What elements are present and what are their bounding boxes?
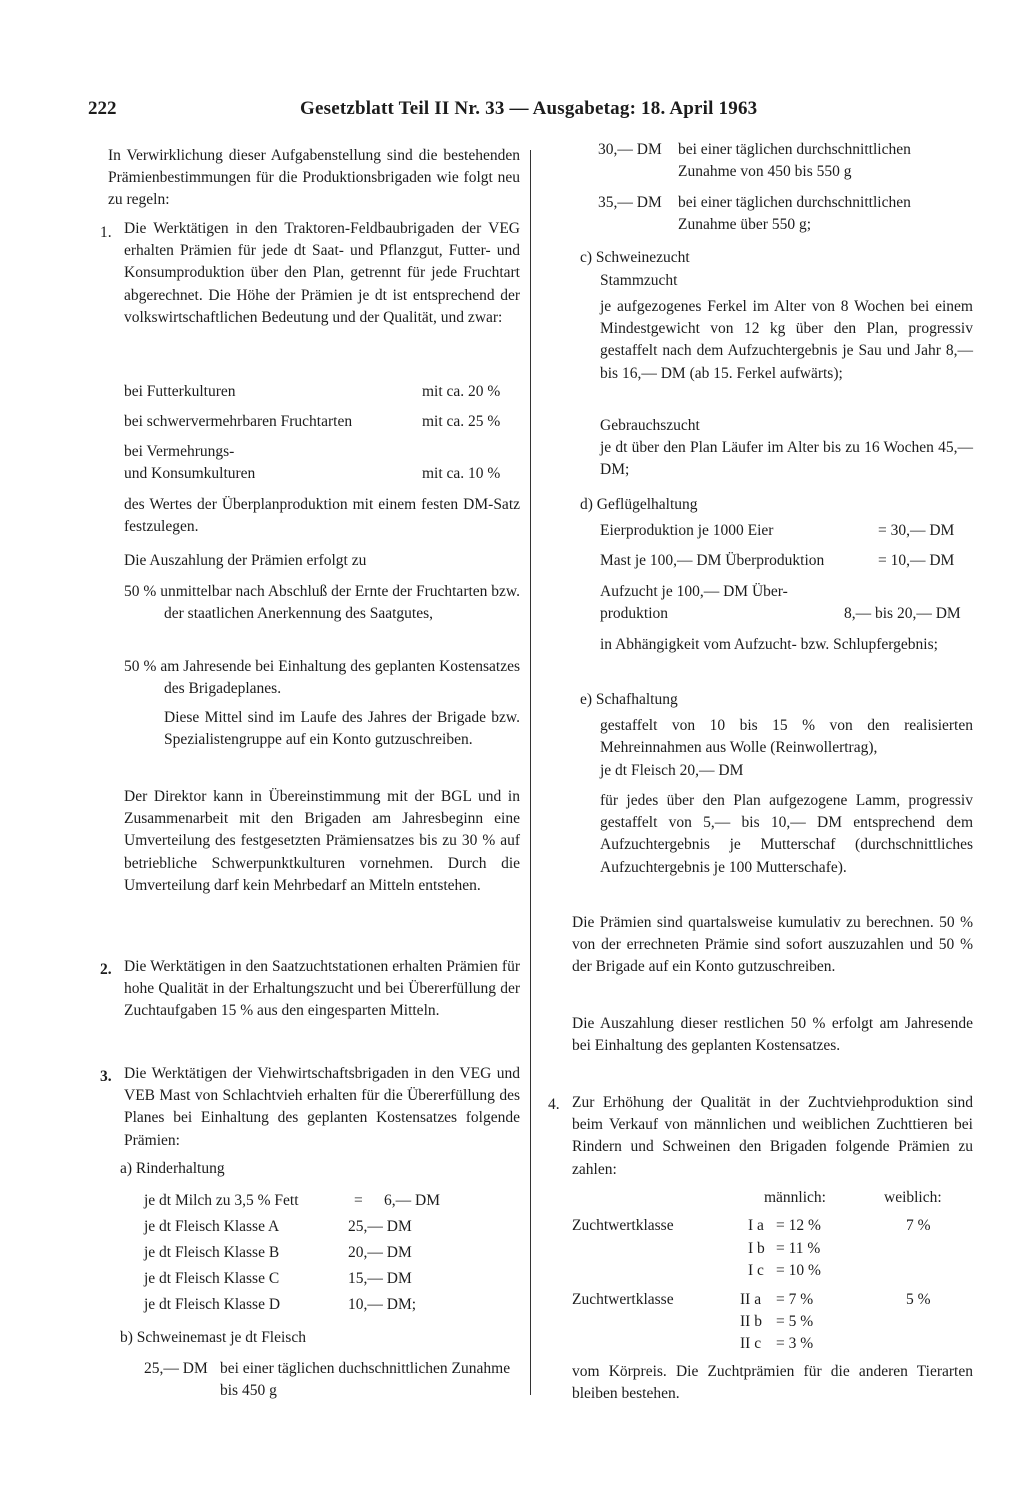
payout-second: 50 % am Jahresende bei Einhaltung des geplanten Kostensatzes des Brigadeplanes.: [124, 658, 520, 698]
poultry-row: [600, 550, 973, 572]
sheep-text2: für jedes über den Plan aufgezogene Lamm, progressiv gestaffelt von 5,— bis 10,— DM entsprechend dem Aufzuchtergebnis je Mutterschaf (durchschnittliches Aufzuchtergebnis je 100 Mutterschafe).: [600, 792, 973, 876]
pig-breeding-sub1: Stammzucht: [600, 272, 678, 289]
payout-first: 50 % unmittelbar nach Abschluß der Ernte der Fruchtarten bzw. der staatlichen Anerkennung des Saatgutes,: [124, 583, 520, 623]
rate-label: bei Futterkulturen: [124, 383, 236, 400]
item-4-text: Zur Erhöhung der Qualität in der Zuchtviehproduktion sind beim Verkauf von männlichen und weiblichen Zuchttieren bei Rindern und Schweinen den Brigaden folgende Prämien zu zahlen:: [572, 1094, 973, 1178]
cattle-value: 6,— DM: [384, 1192, 440, 1209]
poultry-row: [600, 520, 973, 542]
rate-row: [124, 441, 520, 463]
rate-row: [124, 381, 520, 403]
poultry-label: Aufzucht je 100,— DM Über-: [600, 583, 788, 600]
closing-paragraph: vom Körpreis. Die Zuchtprämien für die anderen Tierarten bleiben bestehen.: [572, 1363, 973, 1403]
breeding-row: [572, 1238, 973, 1260]
poultry-value: = 10,— DM: [878, 552, 955, 569]
sheep-text1: gestaffelt von 10 bis 15 % von den realisierten Mehreinnahmen aus Wolle (Reinwollertrag),: [600, 717, 973, 757]
cattle-label: je dt Fleisch Klasse D: [144, 1296, 281, 1313]
gazette-title: Gesetzblatt Teil II Nr. 33 — Ausgabetag: 18. April 1963: [300, 98, 758, 119]
rate-row: [124, 463, 520, 485]
rate-label: und Konsumkulturen: [124, 465, 256, 482]
breeding-male: = 3 %: [776, 1335, 814, 1352]
pig-breeding-heading: c) Schweinezucht: [580, 249, 690, 266]
column-male: männlich:: [764, 1189, 826, 1206]
cattle-row: [144, 1216, 464, 1238]
cattle-row: [144, 1242, 464, 1264]
pig-amount-text: bei einer täglichen durchschnittlichen Zunahme von 450 bis 550 g: [678, 141, 911, 181]
breeding-table-header: [572, 1187, 973, 1209]
item-4-number: 4.: [548, 1096, 560, 1113]
cattle-row: [144, 1190, 464, 1212]
page-number: 222: [88, 98, 117, 119]
poultry-heading: d) Geflügelhaltung: [580, 496, 698, 513]
column-divider: [530, 150, 531, 1395]
breeding-male: = 5 %: [776, 1313, 814, 1330]
breeding-class: II c: [740, 1335, 762, 1352]
breeding-male: = 11 %: [776, 1240, 821, 1257]
breeding-row: [572, 1289, 973, 1311]
breeding-class-label: Zuchtwertklasse: [572, 1217, 674, 1234]
breeding-male: = 12 %: [776, 1217, 821, 1234]
rate-label: bei Vermehrungs-: [124, 443, 235, 460]
cattle-value: 20,— DM: [348, 1244, 412, 1261]
poultry-row: [600, 603, 973, 625]
payout-intro: Die Auszahlung der Prämien erfolgt zu: [124, 552, 367, 569]
breeding-class: II b: [740, 1313, 762, 1330]
sheep-heading: e) Schafhaltung: [580, 691, 678, 708]
poultry-row: [600, 581, 973, 603]
poultry-value: 8,— bis 20,— DM: [844, 605, 961, 622]
cattle-label: je dt Fleisch Klasse B: [144, 1244, 280, 1261]
payment-paragraph-2: Die Auszahlung dieser restlichen 50 % erfolgt am Jahresende bei Einhaltung des geplanten Kostensatzes.: [572, 1015, 973, 1055]
breeding-class-label: Zuchtwertklasse: [572, 1291, 674, 1308]
pig-breeding-text2: je dt über den Plan Läufer im Alter bis zu 16 Wochen 45,— DM;: [600, 439, 973, 479]
payment-paragraph-1: Die Prämien sind quartalsweise kumulativ zu berechnen. 50 % von der errechneten Prämie sind sofort auszuzahlen und 50 % der Brigade auf ein Konto gutzuschreiben.: [572, 914, 973, 976]
rate-value: mit ca. 25 %: [422, 413, 501, 430]
cattle-label: je dt Fleisch Klasse C: [144, 1270, 280, 1287]
breeding-class: I c: [748, 1262, 764, 1279]
cattle-label: je dt Milch zu 3,5 % Fett: [144, 1192, 299, 1209]
rate-label: bei schwervermehrbaren Fruchtarten: [124, 413, 353, 430]
breeding-class: II a: [740, 1291, 762, 1308]
item-1-number: 1.: [100, 224, 112, 241]
page-header: [88, 98, 968, 132]
breeding-male: = 7 %: [776, 1291, 814, 1308]
breeding-row: [572, 1260, 973, 1282]
breeding-row: [572, 1215, 973, 1237]
rate-value: mit ca. 10 %: [422, 465, 501, 482]
pig-amount: 30,— DM: [598, 141, 662, 158]
pig-amount-text: bei einer täglichen durchschnittlichen Zunahme über 550 g;: [678, 194, 911, 234]
pig-amount: 35,— DM: [598, 194, 662, 211]
breeding-row: [572, 1311, 973, 1333]
poultry-text: in Abhängigkeit vom Aufzucht- bzw. Schlupfergebnis;: [600, 636, 938, 653]
pig-breeding-text1: je aufgezogenes Ferkel im Alter von 8 Wochen bei einem Mindestgewicht von 12 kg über den Plan, progressiv gestaffelt nach dem Aufzuchtergebnis je Sau und Jahr 8,— bis 16,— DM (ab 15. Ferkel aufwärts);: [600, 298, 973, 382]
pig-amount-text: bei einer täglichen duchschnittlichen Zunahme bis 450 g: [220, 1360, 511, 1400]
pig-fattening-heading: b) Schweinemast je dt Fleisch: [120, 1329, 306, 1346]
item-1-text: Die Werktätigen in den Traktoren-Feldbaubrigaden der VEG erhalten Prämien für jede dt Saat- und Pflanzgut, Futter- und Konsumproduktion über den Plan, getrennt für jede Fruchtart abgerechnet. Die Höhe der Prämien je dt ist entsprechend der volkswirtschaftlichen Bedeutung und der Qualität, und zwar:: [124, 220, 520, 326]
item-2-text: Die Werktätigen in den Saatzuchtstationen erhalten Prämien für hohe Qualität in der Erhaltungszucht und bei Übererfüllung der Zuchtaufgaben 15 % aus den eingesparten Mitteln.: [124, 958, 520, 1020]
rate-value: mit ca. 20 %: [422, 383, 501, 400]
cattle-row: [144, 1294, 464, 1316]
item-2-number: 2.: [100, 961, 112, 978]
breeding-female: 7 %: [906, 1217, 931, 1234]
cattle-value: 25,— DM: [348, 1218, 412, 1235]
pig-amount: 25,— DM: [144, 1360, 208, 1377]
poultry-label: produktion: [600, 605, 669, 622]
breeding-class: I a: [748, 1217, 764, 1234]
item-3-text: Die Werktätigen der Viehwirtschaftsbrigaden in den VEG und VEB Mast von Schlachtvieh erhalten für die Übererfüllung des Planes bei Einhaltung des geplanten Kostensatzes folgende Prämien:: [124, 1065, 520, 1149]
cattle-value: 10,— DM;: [348, 1296, 417, 1313]
item-3-number: 3.: [100, 1068, 112, 1085]
poultry-value: = 30,— DM: [878, 522, 955, 539]
breeding-female: 5 %: [906, 1291, 931, 1308]
rate-row: [124, 411, 520, 433]
cattle-label: je dt Fleisch Klasse A: [144, 1218, 280, 1235]
cattle-row: [144, 1268, 464, 1290]
poultry-label: Mast je 100,— DM Überproduktion: [600, 552, 825, 569]
pig-breeding-sub2: Gebrauchszucht: [600, 417, 700, 434]
after-rates-text: des Wertes der Überplanproduktion mit einem festen DM-Satz festzulegen.: [124, 496, 520, 536]
column-female: weiblich:: [884, 1189, 942, 1206]
cattle-value: 15,— DM: [348, 1270, 412, 1287]
breeding-class: I b: [748, 1240, 765, 1257]
breeding-row: [572, 1333, 973, 1355]
cattle-heading: a) Rinderhaltung: [120, 1160, 225, 1177]
poultry-label: Eierproduktion je 1000 Eier: [600, 522, 774, 539]
director-paragraph: Der Direktor kann in Übereinstimmung mit der BGL und in Zusammenarbeit mit den Brigaden am Jahresbeginn eine Umverteilung des festgesetzten Prämiensatzes bis zu 30 % auf betriebliche Schwerpunktkulturen vornehmen. Durch die Umverteilung darf kein Mehrbedarf an Mitteln entstehen.: [124, 788, 520, 894]
sheep-text1b: je dt Fleisch 20,— DM: [600, 762, 744, 779]
payout-second-note: Diese Mittel sind im Laufe des Jahres der Brigade bzw. Spezialistengruppe auf ein Konto gutzuschreiben.: [164, 709, 520, 749]
cattle-eq: =: [354, 1192, 363, 1209]
breeding-male: = 10 %: [776, 1262, 821, 1279]
intro-paragraph: In Verwirklichung dieser Aufgabenstellung sind die bestehenden Prämienbestimmungen für die Produktionsbrigaden wie folgt neu zu regeln:: [108, 147, 520, 209]
